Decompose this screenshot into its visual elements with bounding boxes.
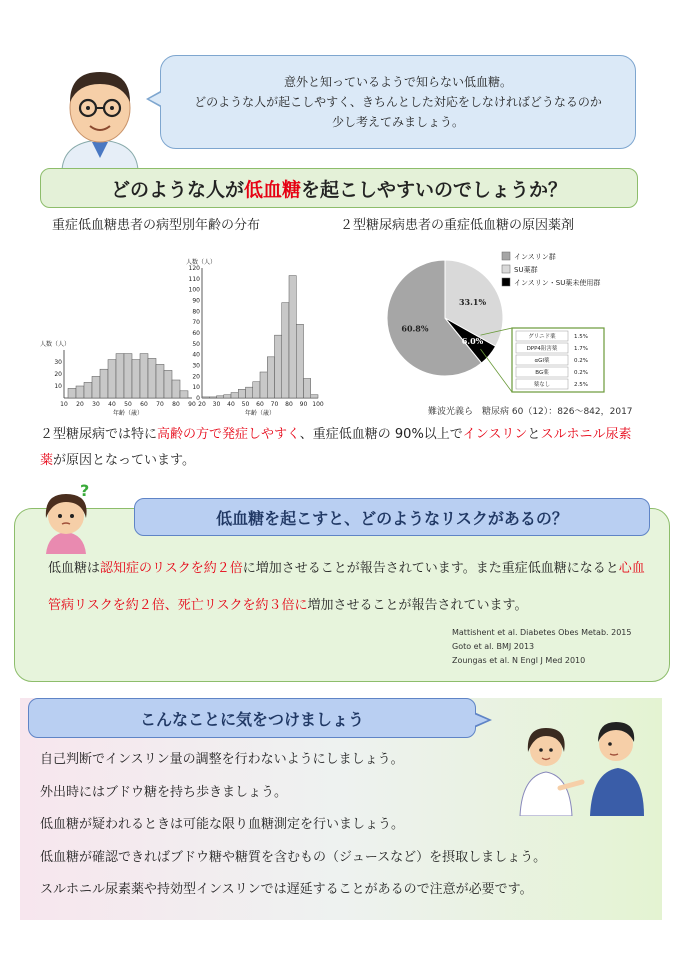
x-tick-label: 50 (241, 401, 250, 408)
histogram-bar (260, 372, 267, 398)
y-tick-label: 90 (192, 297, 200, 305)
y-tick-label: 100 (188, 286, 200, 294)
para-text: が原因となっています。 (53, 453, 195, 468)
bubble-tail-inner (149, 92, 162, 106)
para-text: と (527, 427, 541, 442)
histogram-bar (275, 335, 282, 398)
x-tick-label: 80 (285, 401, 293, 408)
x-tick-label: 80 (172, 401, 180, 408)
para-highlight: 高齢の方で発症しやすく (157, 427, 300, 442)
para-highlight: 認知症のリスクを約２倍 (100, 561, 243, 576)
histogram-bar (100, 369, 108, 398)
doctor-illustration (52, 62, 148, 170)
reference-item: Goto et al. BMJ 2013 (452, 642, 535, 651)
breakdown-value: 0.2% (574, 358, 588, 364)
svg-text:?: ? (80, 482, 90, 500)
breakdown-name: αGI薬 (534, 358, 550, 364)
heading-part: を起こしやすいのでしょうか？ (301, 178, 568, 201)
y-tick-label: 40 (192, 351, 200, 359)
intro-line: 少し考えてみましょう。 (331, 115, 464, 129)
histogram-bar (282, 303, 289, 398)
histogram-bar (289, 276, 296, 398)
section1-paragraph (40, 422, 640, 474)
para-highlight: スルホニル尿素薬 (40, 427, 632, 468)
tip-item: 外出時にはブドウ糖を持ち歩きましょう。 (40, 784, 288, 800)
tip-item: 低血糖が疑われるときは可能な限り血糖測定を行いましょう。 (40, 817, 405, 833)
histogram-bar (164, 370, 172, 398)
breakdown-connector (481, 349, 512, 392)
section2-heading: 低血糖を起こすと、どのようなリスクがあるの？ (134, 498, 650, 536)
x-tick-label: 20 (198, 401, 206, 408)
histogram-bar (156, 364, 164, 398)
section2-paragraph (48, 550, 648, 624)
histogram-bar (304, 379, 311, 399)
breakdown-name: DPP4阻害薬 (526, 346, 558, 352)
legend-label: SU薬群 (514, 266, 538, 274)
histogram-bar (231, 393, 238, 398)
heading-part: どのような人が (110, 178, 244, 201)
section1-heading (40, 168, 638, 208)
histogram-type1 (40, 330, 200, 418)
y-tick-label: 30 (54, 359, 62, 366)
histogram-bar (68, 388, 76, 398)
tip-item: 自己判断でインスリン量の調整を行わないようにしましょう。 (40, 752, 404, 767)
legend-swatch (502, 278, 510, 286)
pie-slice-label: 60.8% (401, 323, 429, 334)
histogram-bar (253, 382, 260, 398)
section3-heading: こんなことに気をつけましょう (28, 698, 476, 738)
legend-label: インスリン群 (514, 253, 556, 261)
x-tick-label: 50 (124, 401, 132, 408)
pie-slice-label: 33.1% (458, 296, 487, 307)
histogram-bar (202, 397, 209, 398)
histogram-bar (84, 382, 92, 398)
x-tick-label: 70 (270, 401, 279, 408)
histogram-bar (217, 396, 224, 398)
x-tick-label: 70 (156, 401, 164, 408)
x-tick-label: 40 (108, 401, 116, 408)
histogram-bar (76, 386, 84, 398)
breakdown-value: 1.7% (574, 346, 588, 352)
para-text: 、重症低血糖の 90%以上で (299, 427, 463, 442)
intro-line: 意外と知っているようで知らない低血糖。 (283, 75, 512, 89)
tip-item: 低血糖が確認できればブドウ糖や糖質を含むもの（ジュースなど）を摂取しましょう。 (40, 849, 547, 865)
reference-item: Zoungas et al. N Engl J Med 2010 (452, 656, 586, 665)
histogram-bar (116, 354, 124, 398)
heading-highlight: 低血糖 (243, 178, 301, 201)
histogram-bar (296, 324, 303, 398)
heading-tail-inner (474, 714, 488, 726)
y-tick-label: 110 (188, 275, 200, 283)
histogram-bar (124, 354, 132, 398)
x-tick-label: 90 (299, 401, 308, 408)
legend-swatch (502, 265, 510, 273)
y-tick-label: 60 (192, 330, 200, 337)
y-tick-label: 20 (54, 371, 62, 378)
x-axis-label: 年齢（歳） (244, 410, 276, 417)
breakdown-value: 0.2% (574, 370, 588, 376)
para-highlight: インスリン (462, 427, 528, 442)
histogram-bar (209, 397, 216, 398)
x-tick-label: 30 (212, 401, 221, 408)
para-text: 増加させることが報告されています。 (307, 598, 528, 613)
tips-list (40, 748, 546, 911)
y-tick-label: 10 (192, 384, 200, 392)
histogram-bar (140, 354, 148, 398)
legend-label: インスリン・SU薬未使用群 (514, 279, 601, 287)
para-text: ２型糖尿病では特に (40, 427, 158, 442)
y-tick-label: 50 (192, 340, 200, 348)
histogram-bar (267, 357, 274, 398)
intro-bubble (160, 55, 636, 149)
histogram-bar (148, 358, 156, 398)
x-tick-label: 100 (312, 401, 324, 408)
pie-chart-drugs (380, 248, 640, 398)
chart-subtitle-age: 重症低血糖患者の病型別年齢の分布 (52, 218, 261, 233)
x-tick-label: 10 (60, 401, 68, 408)
y-axis-label: 人数（人） (40, 341, 71, 348)
x-tick-label: 60 (256, 401, 264, 408)
breakdown-name: BG薬 (535, 370, 549, 376)
histogram-bar (224, 395, 231, 398)
citation: 難波光義ら 糖尿病 60（12）：826〜842，2017 (428, 407, 633, 417)
x-tick-label: 40 (227, 401, 235, 408)
pie-slice-label: 6.0% (461, 336, 484, 347)
histogram-bar (172, 380, 180, 398)
intro-line: どのような人が起こしやすく、きちんとした対応をしなければどうなるのか (194, 95, 602, 109)
histogram-bar (92, 376, 100, 398)
x-tick-label: 20 (76, 401, 84, 408)
para-text: 低血糖は (48, 561, 101, 576)
x-tick-label: 60 (140, 401, 148, 408)
breakdown-name: 薬なし (533, 382, 551, 388)
histogram-type2 (186, 254, 326, 418)
x-tick-label: 90 (188, 401, 196, 408)
y-axis-label: 人数（人） (186, 259, 217, 266)
histogram-bar (311, 395, 318, 398)
references (452, 626, 631, 668)
chart-subtitle-drug: ２型糖尿病患者の重症低血糖の原因薬剤 (340, 218, 575, 233)
confused-woman-illustration (32, 482, 102, 554)
breakdown-name: グリニド薬 (528, 334, 556, 340)
y-tick-label: 80 (192, 308, 200, 316)
histogram-bar (238, 389, 245, 398)
y-tick-label: 20 (192, 373, 200, 381)
x-axis-label: 年齢（歳） (112, 410, 144, 417)
y-tick-label: 10 (54, 383, 62, 390)
tip-item: スルホニル尿素薬や持効型インスリンでは遅延することがあるので注意が必要です。 (40, 882, 533, 898)
histogram-bar (108, 360, 116, 398)
y-tick-label: 30 (192, 362, 200, 370)
y-tick-label: 0 (196, 395, 200, 402)
reference-item: Mattishent et al. Diabetes Obes Metab. 2015 (452, 628, 632, 637)
histogram-bar (246, 387, 253, 398)
para-text: に増加させることが報告されています。また重症低血糖になると (242, 561, 619, 576)
x-tick-label: 30 (92, 401, 100, 408)
breakdown-value: 1.5% (574, 334, 588, 340)
breakdown-value: 2.5% (574, 382, 588, 388)
legend-swatch (502, 252, 510, 260)
y-tick-label: 120 (188, 265, 200, 272)
para-highlight: 心血管病リスクを約２倍、死亡リスクを約３倍に (48, 561, 645, 613)
y-tick-label: 70 (192, 319, 200, 327)
histogram-bar (132, 360, 140, 398)
